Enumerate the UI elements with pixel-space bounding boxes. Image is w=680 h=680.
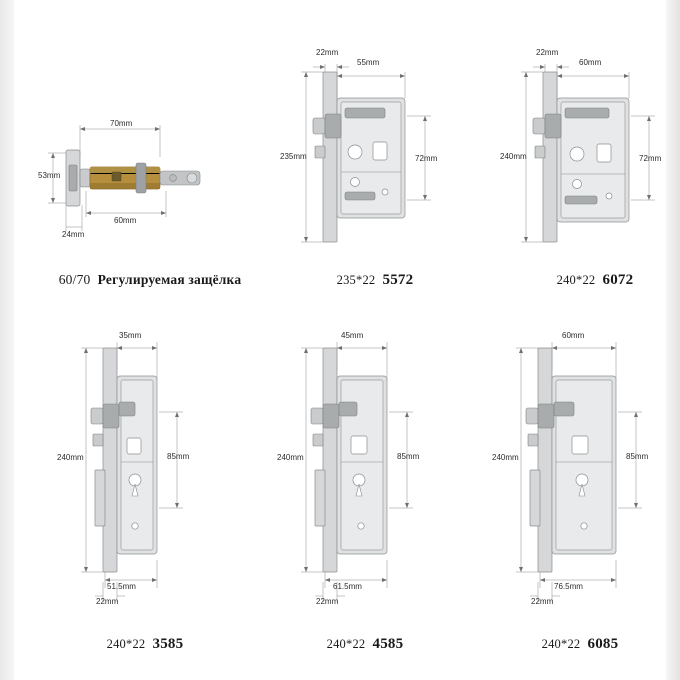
dim-label-61.5mm: 61.5mm <box>333 582 362 591</box>
dim-label-240mm: 240mm <box>492 453 519 462</box>
caption-main: 5572 <box>382 272 414 288</box>
dim-label-240mm: 240mm <box>57 453 84 462</box>
latch-drawing <box>40 105 260 245</box>
dim-label-60mm: 60mm <box>114 216 137 225</box>
lock-5572-drawing <box>285 42 465 257</box>
page-left-edge <box>0 0 14 680</box>
diagram-lock-6085 <box>490 330 680 610</box>
dim-label-45mm: 45mm <box>341 331 364 340</box>
caption-prefix: 240*22 <box>326 637 366 651</box>
caption-main: 6072 <box>602 272 634 288</box>
dim-label-240mm: 240mm <box>500 152 527 161</box>
diagram-lock-3585 <box>55 330 245 610</box>
diagram-latch-adjustable <box>40 105 260 285</box>
dim-label-72mm: 72mm <box>415 154 438 163</box>
lock-3585-drawing <box>55 330 245 605</box>
caption-prefix: 240*22 <box>106 637 146 651</box>
caption-lock-6072 <box>495 272 680 289</box>
diagram-lock-4585 <box>275 330 465 610</box>
dim-label-235mm: 235mm <box>280 152 307 161</box>
dim-label-55mm: 55mm <box>357 58 380 67</box>
dim-label-24mm: 24mm <box>62 230 85 239</box>
caption-main: 3585 <box>152 636 184 652</box>
dim-label-85mm: 85mm <box>397 452 420 461</box>
caption-prefix: 240*22 <box>541 637 581 651</box>
caption-main: Регулируемая защёлка <box>97 272 242 287</box>
caption-main: 6085 <box>587 636 619 652</box>
caption-lock-4585 <box>265 636 465 653</box>
dim-label-22mm: 22mm <box>96 597 119 606</box>
diagram-lock-6072 <box>500 42 680 272</box>
dim-label-85mm: 85mm <box>167 452 190 461</box>
dim-label-70mm: 70mm <box>110 119 133 128</box>
caption-lock-3585 <box>45 636 245 653</box>
dim-label-85mm: 85mm <box>626 452 649 461</box>
dim-label-22mm: 22mm <box>316 597 339 606</box>
dim-label-22mm: 22mm <box>531 597 554 606</box>
dim-label-60mm: 60mm <box>579 58 602 67</box>
dim-label-22mm: 22mm <box>536 48 559 57</box>
caption-prefix: 240*22 <box>556 273 596 287</box>
dim-label-240mm: 240mm <box>277 453 304 462</box>
diagram-lock-5572 <box>280 42 465 272</box>
dim-label-76.5mm: 76.5mm <box>554 582 583 591</box>
lock-6072-drawing <box>505 42 680 257</box>
dim-label-22mm: 22mm <box>316 48 339 57</box>
caption-prefix: 60/70 <box>58 272 91 287</box>
dim-label-53mm: 53mm <box>38 171 61 180</box>
caption-lock-6085 <box>480 636 680 653</box>
caption-lock-5572 <box>275 272 475 289</box>
caption-latch-adjustable <box>30 272 270 288</box>
dim-label-60mm: 60mm <box>562 331 585 340</box>
dim-label-35mm: 35mm <box>119 331 142 340</box>
caption-prefix: 235*22 <box>336 273 376 287</box>
dim-label-72mm: 72mm <box>639 154 662 163</box>
dim-label-51.5mm: 51.5mm <box>107 582 136 591</box>
caption-main: 4585 <box>372 636 404 652</box>
lock-4585-drawing <box>275 330 465 605</box>
lock-6085-drawing <box>490 330 680 605</box>
